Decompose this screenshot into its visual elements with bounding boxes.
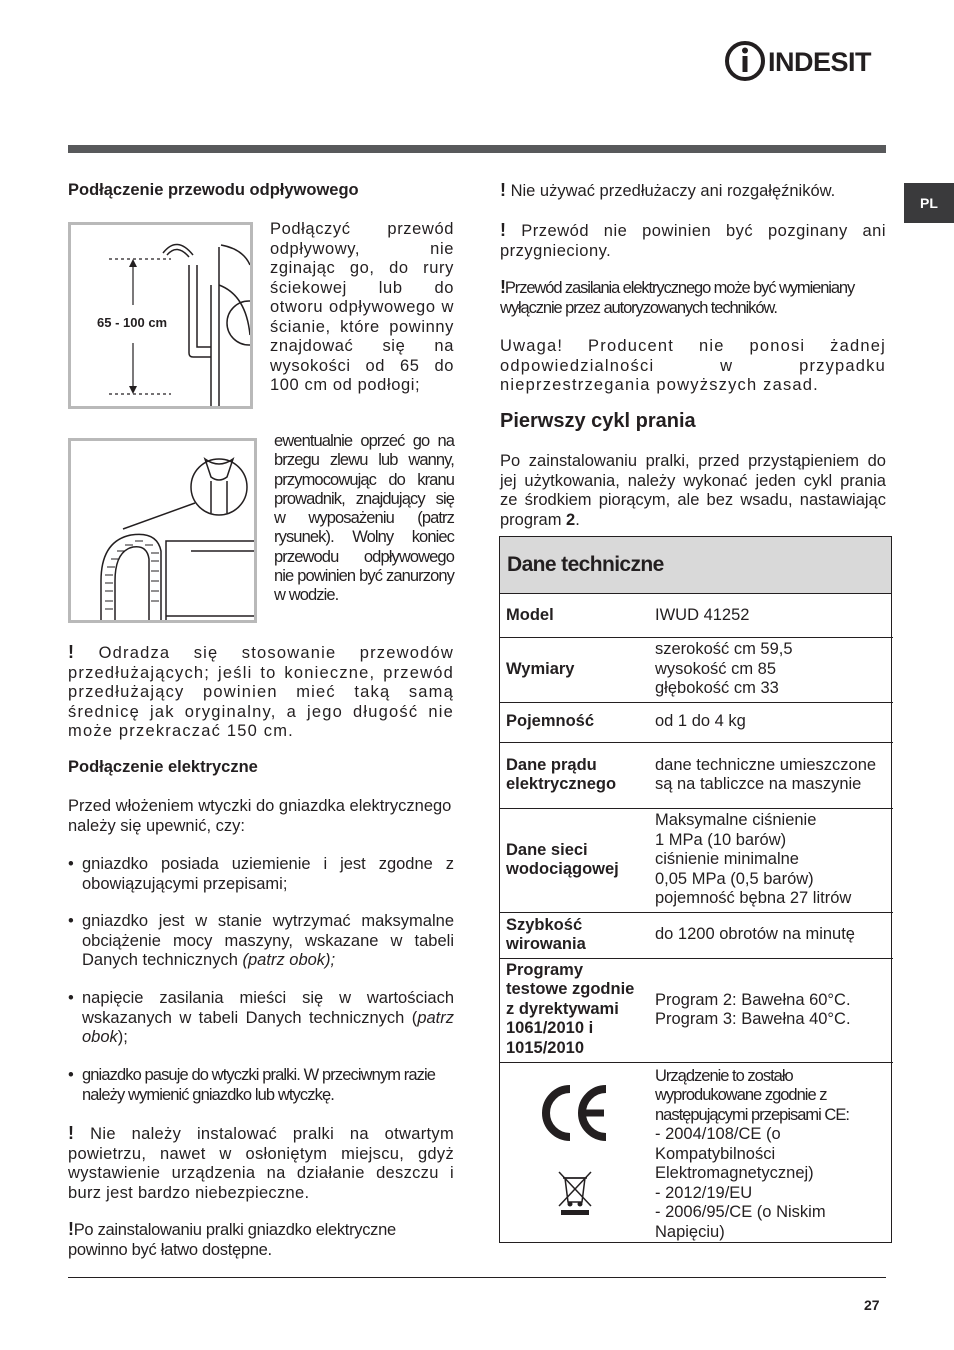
hose-guide-sink-illustration xyxy=(71,441,254,620)
checklist-text-main: napięcie zasilania mieści się w wartościach wskazanych w tabeli Danych technicznych ( xyxy=(82,989,454,1027)
checklist-item-load xyxy=(68,912,454,971)
brand-name: INDESIT xyxy=(768,47,872,77)
first-cycle-paragraph xyxy=(500,452,886,530)
ce-compliance-text: Urządzenie to zostało wyprodukowane zgodnie z następującymi przepisami CE: xyxy=(655,1066,849,1124)
checklist-text-end: ); xyxy=(117,1028,128,1046)
spec-value: szerokość cm 59,5 wysokość cm 85 głębokość cm 33 xyxy=(649,637,893,702)
warning-no-extensions xyxy=(500,181,890,202)
bullet-mark: • xyxy=(68,855,74,873)
warning-cable-replace xyxy=(500,278,890,318)
warning-mark: ! xyxy=(68,1219,74,1239)
electric-intro: Przed włożeniem wtyczki do gniazdka elektrycznego należy się upewnić, czy: xyxy=(68,797,452,835)
heading-electric: Podłączenie elektryczne xyxy=(68,758,258,776)
checklist-text xyxy=(68,912,454,971)
socket-access-warning xyxy=(68,1220,458,1260)
spec-value: Program 2: Bawełna 60°C. Program 3: Bawełna 40°C. xyxy=(649,958,893,1062)
ce-mark-icon xyxy=(540,1083,610,1143)
spec-key: Dane prądu elektrycznego xyxy=(500,742,649,808)
spec-value: od 1 do 4 kg xyxy=(649,702,893,742)
table-row xyxy=(500,594,893,637)
warning-mark: ! xyxy=(500,277,505,297)
warning-cable-bent xyxy=(500,221,886,261)
outdoor-warning xyxy=(68,1124,454,1203)
language-tab xyxy=(904,183,954,223)
footer-rule xyxy=(68,1277,886,1278)
spec-value: Maksymalne ciśnienie 1 MPa (10 barów) ciśnienie minimalne 0,05 MPa (0,5 barów) pojemność bębna 27 litrów xyxy=(649,808,893,912)
table-row xyxy=(500,637,893,702)
checklist-item-grounding xyxy=(68,855,454,894)
bullet-mark: • xyxy=(68,912,74,930)
warning-mark: ! xyxy=(68,642,76,662)
warning-mark: ! xyxy=(500,220,507,240)
bullet-mark: • xyxy=(68,1066,74,1084)
drain-height-label: 65 - 100 cm xyxy=(97,315,168,330)
spec-value: dane techniczne umieszczone są na tabliczce na maszynie xyxy=(649,742,893,808)
table-row xyxy=(500,1062,893,1242)
checklist-text-main: gniazdko jest w stanie wytrzymać maksymalne obciążenie mocy maszyny, wskazane w tabeli Danych technicznych xyxy=(82,912,454,969)
table-row xyxy=(500,808,893,912)
spec-rows xyxy=(500,594,893,1242)
first-cycle-end: . xyxy=(575,510,580,529)
warning-cable-replace-text: Przewód zasilania elektrycznego może być wymieniany wyłącznie przez autoryzowanych techników. xyxy=(500,279,855,317)
first-cycle-text: Po zainstalowaniu pralki, przed przystąpieniem do jej użytkowania, należy wykonać jeden cykl prania ze środkiem piorącym, ale bez wsadu, nastawiając program xyxy=(500,452,886,529)
checklist-item-plug xyxy=(68,1066,458,1105)
spec-table-title: Dane techniczne xyxy=(500,537,891,594)
extension-warning-text: Odradza się stosowanie przewodów przedłużających; jeśli to konieczne, przewód przedłużający powinien mieć taką samą średnicę jak oryginalny, a jego długość nie może przekraczać 150 cm. xyxy=(68,644,454,740)
drain-paragraph-1: Podłączyć przewód odpływowy, nie zginając go, do rury ściekowej lub do otworu odpływowego w ścianie, które powinny znajdować się na wysokości od 65 do 100 cm od podłogi; xyxy=(270,220,454,394)
header-rule xyxy=(68,145,886,153)
table-row xyxy=(500,742,893,808)
warning-no-extensions-text: Nie używać przedłużaczy ani rozgałęźników. xyxy=(510,182,836,200)
spec-table xyxy=(499,536,892,1243)
spec-value: IWUD 41252 xyxy=(649,594,893,637)
bullet-mark: • xyxy=(68,989,74,1007)
weee-crossed-bin-icon xyxy=(555,1168,595,1216)
checklist-text-ref: patrz obok xyxy=(82,1008,454,1046)
heading-drain: Podłączenie przewodu odpływowego xyxy=(68,181,359,199)
manufacturer-notice: Uwaga! Producent nie ponosi żadnej odpowiedzialności w przypadku nieprzestrzegania powyższych zasad. xyxy=(500,337,886,394)
outdoor-warning-text: Nie należy instalować pralki na otwartym powietrzu, nawet w osłoniętym miejscu, gdyż wystawienie urządzenia na działanie deszczu i burz jest bardzo niebezpieczne. xyxy=(68,1125,455,1202)
spec-key: Programy testowe zgodnie z dyrektywami 1061/2010 i 1015/2010 xyxy=(500,958,649,1062)
extension-warning xyxy=(68,643,454,742)
brand-logo xyxy=(724,40,889,82)
ce-directives: - 2004/108/CE (o Kompatybilności Elektromagnetycznej) - 2012/19/EU - 2006/95/CE (o Niskim Napięciu) xyxy=(655,1125,826,1241)
ce-compliance-cell xyxy=(649,1062,893,1242)
spec-key: Dane sieci wodociągowej xyxy=(500,808,649,912)
checklist-item-voltage xyxy=(68,989,454,1048)
heading-first-cycle: Pierwszy cykl prania xyxy=(500,410,696,432)
drain-paragraph-2: ewentualnie oprzeć go na brzegu zlewu lub wanny, przymocowując do kranu prowadnik, znajdujący się w wyposażeniu (patrz rysunek). Wolny koniec przewodu odpływowego nie powinien być zanurzony w wodzie. xyxy=(274,432,454,605)
checklist-text-ref: (patrz obok); xyxy=(242,951,336,969)
spec-key: Wymiary xyxy=(500,637,649,702)
spec-key: Pojemność xyxy=(500,702,649,742)
page-number: 27 xyxy=(864,1297,880,1313)
hose-guide-figure xyxy=(68,438,257,623)
checklist-text xyxy=(68,989,454,1048)
checklist-text: gniazdko posiada uziemienie i jest zgodne z obowiązującymi przepisami; xyxy=(82,855,454,893)
drain-height-figure xyxy=(68,222,253,409)
warning-mark: ! xyxy=(68,1123,75,1143)
table-row xyxy=(500,912,893,958)
first-cycle-program: 2 xyxy=(566,510,576,529)
spec-key: Model xyxy=(500,594,649,637)
checklist-text: gniazdko pasuje do wtyczki pralki. W przeciwnym razie należy wymienić gniazdko lub wtyczkę. xyxy=(82,1066,436,1104)
socket-access-text: Po zainstalowaniu pralki gniazdko elektryczne powinno być łatwo dostępne. xyxy=(68,1221,396,1259)
table-row xyxy=(500,958,893,1062)
spec-value: do 1200 obrotów na minutę xyxy=(649,912,893,958)
table-row xyxy=(500,702,893,742)
warning-mark: ! xyxy=(500,180,506,200)
language-tab-label: PL xyxy=(920,195,938,211)
ce-marks-cell xyxy=(500,1062,649,1242)
spec-key: Szybkość wirowania xyxy=(500,912,649,958)
warning-cable-bent-text: Przewód nie powinien być pozginany ani przygnieciony. xyxy=(500,222,886,260)
